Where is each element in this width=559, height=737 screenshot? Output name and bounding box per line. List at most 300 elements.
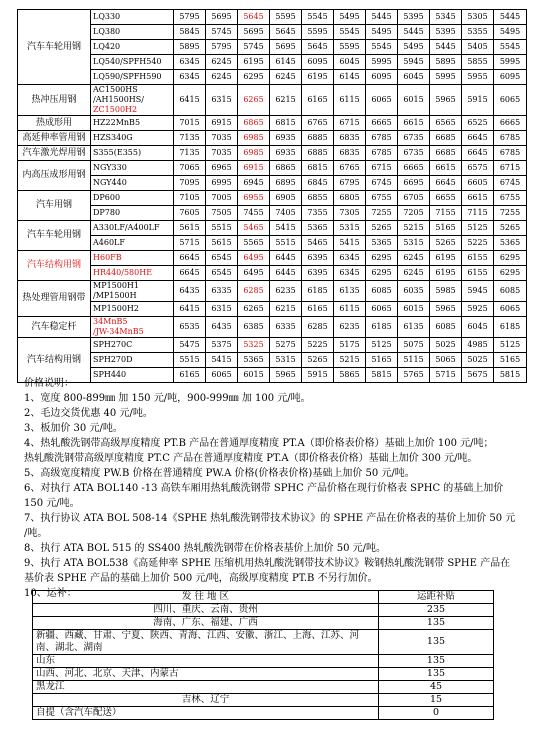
price-cell: 6765 [334, 161, 366, 176]
table-row [18, 10, 527, 25]
grade-cell: A330LF/A400LF [91, 221, 174, 236]
price-cell: 5615 [174, 221, 206, 236]
grade-cell: MP1500H2 [91, 302, 174, 317]
price-cell: 5495 [334, 10, 366, 25]
price-cell: 6905 [270, 191, 302, 206]
note-line: /吨。 [24, 528, 48, 539]
price-cell: 6545 [206, 266, 238, 281]
price-cell: 6285 [302, 317, 334, 338]
price-cell: 6165 [302, 85, 334, 116]
price-cell: 6965 [206, 161, 238, 176]
price-cell: 5445 [494, 10, 527, 25]
table-row [18, 176, 527, 191]
shipping-region-cell: 四川、重庆、云南、贵州 [33, 604, 379, 617]
price-cell: 5465 [302, 236, 334, 251]
category-cell: 汽车结构用钢 [18, 251, 91, 281]
note-line: 9、执行 ATA BOL538《高延伸率 SPHE 压缩机用热轧酸洗钢带技术协议》鞍钢热轧酸洗钢带 SPHE 产品在 [24, 558, 511, 569]
price-cell: 5075 [398, 338, 430, 353]
grade-cell: A460LF [91, 236, 174, 251]
shipping-subsidy-cell: 135 [379, 630, 494, 655]
shipping-row [33, 707, 494, 720]
price-cell: 6235 [334, 317, 366, 338]
price-cell: 5595 [270, 10, 302, 25]
table-row [18, 281, 527, 302]
price-cell: 5515 [206, 221, 238, 236]
price-cell: 5545 [494, 40, 527, 55]
price-cell: 5265 [366, 221, 398, 236]
price-cell: 6645 [174, 266, 206, 281]
price-cell: 6295 [494, 266, 527, 281]
table-row [18, 55, 527, 70]
price-cell: 6735 [398, 131, 430, 146]
shipping-row [33, 617, 494, 630]
price-cell: 6915 [238, 161, 270, 176]
price-cell: 6785 [494, 131, 527, 146]
price-cell: 6705 [398, 191, 430, 206]
table-row [18, 116, 527, 131]
price-cell: 7255 [494, 206, 527, 221]
price-cell: 5025 [462, 353, 494, 368]
category-cell: 热成形用 [18, 116, 91, 131]
price-cell: 6435 [174, 281, 206, 302]
note-line: 8、执行 ATA BOL 515 的 SS400 热轧酸洗钢带在价格表基价上加价 50 元/吨。 [24, 543, 386, 554]
price-cell: 6615 [398, 116, 430, 131]
price-cell: 6155 [462, 266, 494, 281]
note-line: 基价表 SPHE 产品的基础上加价 500 元/吨，高级厚度精度 PT.B 不另行加价。 [24, 573, 378, 584]
price-cell: 6835 [334, 146, 366, 161]
price-cell: 5165 [366, 353, 398, 368]
price-cell: 6805 [334, 191, 366, 206]
price-cell: 5265 [302, 353, 334, 368]
price-cell: 6745 [494, 176, 527, 191]
price-cell: 7035 [206, 131, 238, 146]
price-cell: 6065 [206, 368, 238, 383]
note-line: 5、高级宽度精度 PW.B 价格在普通精度 PW.A 价格(价格表价格)基础上加价 50 元/吨。 [24, 468, 415, 479]
price-cell: 5945 [462, 281, 494, 302]
shipping-subsidy-cell: 45 [379, 681, 494, 694]
price-cell: 5515 [174, 353, 206, 368]
price-cell: 6095 [302, 55, 334, 70]
price-cell: 5715 [430, 368, 462, 383]
price-cell: 5225 [302, 338, 334, 353]
price-cell: 6015 [398, 302, 430, 317]
grade-cell: LQ590/SPFH590 [91, 70, 174, 85]
price-cell: 5765 [398, 368, 430, 383]
price-cell: 6295 [366, 251, 398, 266]
price-cell: 6295 [494, 251, 527, 266]
price-cell: 5745 [206, 25, 238, 40]
price-cell: 6415 [174, 85, 206, 116]
price-cell: 6285 [238, 281, 270, 302]
price-cell: 5965 [430, 85, 462, 116]
price-cell: 5445 [430, 40, 462, 55]
category-cell: 汽车稳定杆 [18, 317, 91, 338]
price-cell: 6685 [430, 146, 462, 161]
category-cell: 汽车结构用钢 [18, 338, 91, 383]
price-cell: 6335 [270, 317, 302, 338]
price-cell: 7015 [174, 116, 206, 131]
price-cell: 5465 [238, 221, 270, 236]
note-line: 4、热轧酸洗钢带高级厚度精度 PT.B 产品在普通厚度精度 PT.A（即价格表价格）基础上加价 100 元/吨； [24, 438, 494, 449]
note-line: 3、板加价 30 元/吨。 [24, 423, 123, 434]
grade-cell: DP780 [91, 206, 174, 221]
price-cell: 5545 [366, 40, 398, 55]
price-cell: 5965 [430, 302, 462, 317]
price-cell: 6435 [206, 317, 238, 338]
price-cell: 5545 [302, 10, 334, 25]
price-cell: 6495 [238, 251, 270, 266]
shipping-row [33, 630, 494, 655]
price-cell: 6855 [302, 191, 334, 206]
price-cell: 6295 [366, 266, 398, 281]
price-cell: 6835 [334, 131, 366, 146]
price-cell: 5915 [462, 85, 494, 116]
note-line: 6、对执行 ATA BOL140 -13 高铁车厢用热轧酸洗钢带 SPHC 产品价格在现行价格表 SPHC 的基础上加价 [24, 483, 504, 494]
price-cell: 6785 [494, 146, 527, 161]
shipping-region-cell: 山西、河北、北京、天津、内蒙古 [33, 668, 379, 681]
price-cell: 6885 [302, 131, 334, 146]
price-cell: 5125 [494, 338, 527, 353]
price-cell: 5345 [430, 10, 462, 25]
price-cell: 6215 [270, 302, 302, 317]
grade-cell: HR440/580HE [91, 266, 174, 281]
price-cell: 7005 [206, 191, 238, 206]
price-cell: 5375 [206, 338, 238, 353]
price-cell: 6645 [462, 146, 494, 161]
price-cell: 5125 [366, 338, 398, 353]
price-cell: 6645 [462, 131, 494, 146]
price-cell: 7135 [174, 131, 206, 146]
price-cell: 5545 [334, 25, 366, 40]
price-cell: 6145 [270, 55, 302, 70]
shipping-region-cell: 新疆、西藏、甘肃、宁夏、陕西、青海、江西、安徽、浙江、上海、江苏、河南、湖北、湖南 [33, 630, 379, 655]
price-cell: 5115 [398, 353, 430, 368]
price-cell: 5065 [430, 353, 462, 368]
category-cell: 内高压成形用钢 [18, 161, 91, 191]
shipping-subsidy-cell: 0 [379, 707, 494, 720]
price-cell: 6185 [302, 281, 334, 302]
price-cell: 6235 [270, 281, 302, 302]
price-cell: 5515 [270, 236, 302, 251]
notes-list [24, 391, 554, 601]
price-cell: 6885 [302, 146, 334, 161]
shipping-subsidy-cell: 135 [379, 668, 494, 681]
table-row [18, 338, 527, 353]
table-row [18, 221, 527, 236]
price-cell: 6215 [270, 85, 302, 116]
shipping-region-cell: 自提（含汽车配送） [33, 707, 379, 720]
price-cell: 6895 [270, 176, 302, 191]
table-row [18, 40, 527, 55]
price-cell: 6665 [494, 116, 527, 131]
price-cell: 6865 [238, 116, 270, 131]
grade-cell: NGY330 [91, 161, 174, 176]
shipping-subsidy-cell: 135 [379, 655, 494, 668]
grade-cell: H60FB [91, 251, 174, 266]
shipping-row [33, 681, 494, 694]
price-cell: 6165 [302, 302, 334, 317]
price-cell: 6935 [270, 146, 302, 161]
price-cell: 6345 [334, 266, 366, 281]
shipping-region-cell: 海南、广东、福建、广西 [33, 617, 379, 630]
shipping-row [33, 604, 494, 617]
category-cell: 汽车激光焊用钢 [18, 146, 91, 161]
price-cell: 6495 [238, 266, 270, 281]
shipping-region-cell: 吉林、辽宁 [33, 694, 379, 707]
table-row [18, 302, 527, 317]
note-line: 150 元/吨。 [24, 498, 80, 509]
price-cell: 6815 [270, 116, 302, 131]
grade-cell: 34MnB5 /JW-34MnB5 [91, 317, 174, 338]
price-cell: 5325 [238, 338, 270, 353]
price-cell: 6945 [238, 176, 270, 191]
shipping-subsidy-cell: 235 [379, 604, 494, 617]
price-cell: 5395 [430, 25, 462, 40]
price-cell: 5315 [398, 236, 430, 251]
table-row [18, 206, 527, 221]
price-cell: 7405 [270, 206, 302, 221]
price-cell: 5415 [206, 353, 238, 368]
price-cell: 5365 [366, 236, 398, 251]
price-cell: 6615 [430, 161, 462, 176]
price-cell: 6245 [206, 70, 238, 85]
grade-cell: HZS340G [91, 131, 174, 146]
grade-cell: AC1500HS /AH1500HS/ ZC1500H2 [91, 85, 174, 116]
price-cell: 6165 [174, 368, 206, 383]
price-cell: 5415 [334, 236, 366, 251]
price-cell: 7455 [238, 206, 270, 221]
table-row [18, 251, 527, 266]
price-cell: 7065 [174, 161, 206, 176]
price-cell: 5445 [366, 10, 398, 25]
price-cell: 5695 [238, 25, 270, 40]
price-cell: 6735 [398, 146, 430, 161]
price-cell: 5745 [238, 40, 270, 55]
table-row [18, 317, 527, 338]
shipping-subsidy-cell: 15 [379, 694, 494, 707]
price-cell: 5365 [494, 236, 527, 251]
price-cell: 6615 [462, 191, 494, 206]
price-cell: 5995 [366, 55, 398, 70]
price-cell: 6345 [174, 70, 206, 85]
grade-cell: SPH270C [91, 338, 174, 353]
category-cell: 热处理管用钢带 [18, 281, 91, 317]
price-cell: 6985 [238, 131, 270, 146]
price-cell: 5495 [494, 25, 527, 40]
price-cell: 6995 [206, 176, 238, 191]
price-cell: 7305 [334, 206, 366, 221]
price-cell: 7205 [398, 206, 430, 221]
price-cell: 5985 [430, 281, 462, 302]
price-cell: 6645 [430, 176, 462, 191]
price-cell: 5675 [462, 368, 494, 383]
category-cell: 汽车车轮用钢 [18, 221, 91, 251]
grade-cell: MP1500H1 /MP1500H [91, 281, 174, 302]
price-cell: 6415 [174, 302, 206, 317]
price-cell: 6955 [238, 191, 270, 206]
price-cell: 5855 [462, 55, 494, 70]
price-cell: 5275 [270, 338, 302, 353]
price-cell: 5495 [398, 40, 430, 55]
price-cell: 5595 [334, 40, 366, 55]
price-cell: 5355 [462, 25, 494, 40]
price-cell: 6265 [238, 302, 270, 317]
price-cell: 6785 [366, 131, 398, 146]
price-cell: 6655 [430, 191, 462, 206]
price-cell: 6085 [430, 317, 462, 338]
price-cell: 5215 [398, 221, 430, 236]
price-cell: 6015 [398, 85, 430, 116]
shipping-header-row [33, 591, 494, 604]
price-cell: 6095 [366, 70, 398, 85]
price-notes [24, 376, 554, 601]
price-cell: 5815 [366, 368, 398, 383]
price-cell: 6395 [302, 266, 334, 281]
price-cell: 5795 [174, 10, 206, 25]
price-cell: 6195 [238, 55, 270, 70]
note-line: 1、宽度 800-899㎜ 加 150 元/吨，900-999㎜ 加 100 元/吨。 [24, 393, 311, 404]
price-cell: 5265 [494, 221, 527, 236]
price-cell: 7605 [174, 206, 206, 221]
grade-cell: HZ22MnB5 [91, 116, 174, 131]
price-cell: 5915 [302, 368, 334, 383]
shipping-row [33, 655, 494, 668]
price-table [17, 9, 527, 383]
grade-cell: S355(E355) [91, 146, 174, 161]
price-cell: 6065 [494, 302, 527, 317]
price-cell: 6265 [238, 85, 270, 116]
price-cell: 6565 [430, 116, 462, 131]
table-row [18, 70, 527, 85]
price-cell: 6045 [398, 70, 430, 85]
price-cell: 5865 [334, 368, 366, 383]
price-cell: 6135 [398, 317, 430, 338]
price-cell: 6785 [366, 146, 398, 161]
grade-cell: LQ540/SPFH540 [91, 55, 174, 70]
grade-cell: SPH270D [91, 353, 174, 368]
price-cell: 6245 [206, 55, 238, 70]
price-cell: 5925 [462, 302, 494, 317]
price-cell: 5795 [206, 40, 238, 55]
price-cell: 6605 [462, 176, 494, 191]
category-cell: 汽车车轮用钢 [18, 10, 91, 85]
price-cell: 6045 [334, 55, 366, 70]
price-cell: 6715 [366, 161, 398, 176]
shipping-row [33, 668, 494, 681]
price-cell: 6385 [238, 317, 270, 338]
price-cell: 6755 [494, 191, 527, 206]
price-cell: 6195 [430, 266, 462, 281]
table-row [18, 266, 527, 281]
price-cell: 5645 [238, 10, 270, 25]
price-cell: 5595 [302, 25, 334, 40]
price-cell: 5395 [398, 10, 430, 25]
price-cell: 6915 [206, 116, 238, 131]
grade-cell: LQ420 [91, 40, 174, 55]
table-row [18, 191, 527, 206]
table-row [18, 161, 527, 176]
price-cell: 5815 [494, 368, 527, 383]
price-cell: 6765 [302, 116, 334, 131]
price-cell: 6195 [302, 70, 334, 85]
price-cell: 6245 [398, 251, 430, 266]
grade-cell: LQ380 [91, 25, 174, 40]
price-cell: 5365 [302, 221, 334, 236]
price-cell: 7135 [174, 146, 206, 161]
price-cell: 5715 [174, 236, 206, 251]
price-cell: 6395 [302, 251, 334, 266]
price-cell: 5215 [334, 353, 366, 368]
table-row [18, 236, 527, 251]
price-cell: 7095 [174, 176, 206, 191]
price-cell: 7355 [302, 206, 334, 221]
price-cell: 6045 [462, 317, 494, 338]
price-cell: 5695 [206, 10, 238, 25]
price-cell: 6665 [398, 161, 430, 176]
price-cell: 6795 [334, 176, 366, 191]
price-cell: 6115 [334, 302, 366, 317]
note-line: 2、毛边交货优惠 40 元/吨。 [24, 408, 153, 419]
price-cell: 5945 [398, 55, 430, 70]
price-cell: 6185 [366, 317, 398, 338]
price-cell: 6665 [366, 116, 398, 131]
grade-cell: DP600 [91, 191, 174, 206]
price-cell: 6145 [334, 70, 366, 85]
price-cell: 5495 [366, 25, 398, 40]
price-cell: 5405 [462, 40, 494, 55]
price-cell: 6245 [270, 70, 302, 85]
price-cell: 5165 [494, 353, 527, 368]
shipping-region-cell: 山东 [33, 655, 379, 668]
price-cell: 6185 [494, 317, 527, 338]
price-cell: 6845 [302, 176, 334, 191]
grade-cell: SPH440 [91, 368, 174, 383]
price-cell: 6295 [238, 70, 270, 85]
price-cell: 6135 [334, 281, 366, 302]
price-cell: 5415 [270, 221, 302, 236]
note-line: 热轧酸洗钢带高级厚度精度 PT.C 产品在普通厚度精度 PT.A（即价格表价格）基础上加价 300 元/吨。 [24, 453, 478, 464]
shipping-row [33, 694, 494, 707]
price-cell: 5265 [430, 236, 462, 251]
price-cell: 6715 [494, 161, 527, 176]
table-row [18, 146, 527, 161]
category-cell: 热冲压用钢 [18, 85, 91, 116]
price-cell: 5315 [334, 221, 366, 236]
price-cell: 5475 [174, 338, 206, 353]
price-cell: 5955 [462, 70, 494, 85]
grade-cell: LQ330 [91, 10, 174, 25]
price-cell: 6155 [462, 251, 494, 266]
grade-cell: NGY440 [91, 176, 174, 191]
price-cell: 7035 [206, 146, 238, 161]
price-cell: 5315 [270, 353, 302, 368]
price-cell: 5225 [462, 236, 494, 251]
price-cell: 6065 [366, 302, 398, 317]
table-row [18, 353, 527, 368]
price-cell: 5165 [430, 221, 462, 236]
price-cell: 5695 [270, 40, 302, 55]
price-cell: 5995 [430, 70, 462, 85]
price-cell: 6985 [238, 146, 270, 161]
price-cell: 6035 [398, 281, 430, 302]
category-cell: 汽车用钢 [18, 191, 91, 221]
category-cell: 高延伸率管用钢 [18, 131, 91, 146]
table-row [18, 131, 527, 146]
price-cell: 6745 [366, 176, 398, 191]
price-cell: 5965 [270, 368, 302, 383]
note-line: 7、执行协议 ATA BOL 508-14《SPHE 热轧酸洗钢带技术协议》的 SPHE 产品在价格表的基价上加价 50 元 [24, 513, 516, 524]
price-cell: 6525 [462, 116, 494, 131]
